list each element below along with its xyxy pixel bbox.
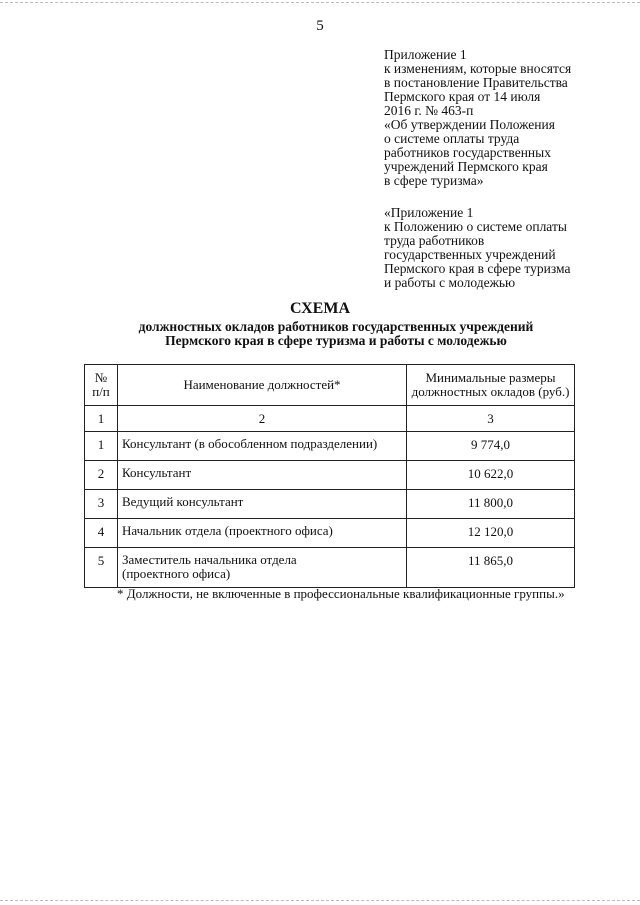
- appendix-line: в сфере туризма»: [384, 173, 484, 188]
- appendix-line: учреждений Пермского края: [384, 159, 548, 174]
- appendix-line: Пермского края в сфере туризма: [384, 261, 571, 276]
- table-footnote: * Должности, не включенные в профессиональные квалификационные группы.»: [117, 586, 565, 601]
- row-number: 3: [85, 490, 118, 519]
- position-name-line: (проектного офиса): [122, 566, 231, 581]
- appendix-line: о системе оплаты труда: [384, 131, 520, 146]
- row-number: 4: [85, 519, 118, 548]
- subtitle-line: Пермского края в сфере туризма и работы с молодежью: [165, 333, 507, 348]
- table-row: [85, 490, 575, 519]
- appendix-header-block: [384, 48, 629, 188]
- appendix-line: государственных учреждений: [384, 247, 556, 262]
- appendix-line: 2016 г. № 463-п: [384, 103, 474, 118]
- row-number: 1: [85, 432, 118, 461]
- top-edge-mark: [0, 2, 640, 3]
- column-index: 1: [85, 406, 118, 432]
- position-name-line: Заместитель начальника отдела: [122, 552, 297, 567]
- header-salary-line: Минимальные размеры: [425, 370, 556, 385]
- row-number: 2: [85, 461, 118, 490]
- header-number-line: №: [94, 370, 108, 385]
- salary-value: 10 622,0: [407, 461, 575, 490]
- appendix-line: к Положению о системе оплаты: [384, 219, 567, 234]
- appendix-line: Пермского края от 14 июля: [384, 89, 541, 104]
- document-subtitle: [0, 320, 640, 348]
- header-salary: [407, 365, 575, 406]
- header-number: [85, 365, 118, 406]
- column-index: 3: [407, 406, 575, 432]
- inner-appendix-block: [384, 206, 629, 290]
- appendix-line: «Об утверждении Положения: [384, 117, 555, 132]
- salary-value: 11 865,0: [407, 548, 575, 588]
- appendix-line: труда работников: [384, 233, 485, 248]
- subtitle-line: должностных окладов работников государственных учреждений: [138, 319, 534, 334]
- appendix-line: работников государственных: [384, 145, 551, 160]
- appendix-line: в постановление Правительства: [384, 75, 568, 90]
- table-row: [85, 548, 575, 588]
- header-position-name: Наименование должностей*: [118, 365, 407, 406]
- column-index-row: [85, 406, 575, 432]
- position-name: Начальник отдела (проектного офиса): [118, 519, 407, 548]
- document-title: СХЕМА: [289, 300, 351, 317]
- position-name: [118, 548, 407, 588]
- table-row: [85, 519, 575, 548]
- table-header-row: [85, 365, 575, 406]
- bottom-edge-mark: [0, 900, 640, 901]
- position-name: Ведущий консультант: [118, 490, 407, 519]
- page-number: 5: [316, 18, 324, 34]
- position-name: Консультант (в обособленном подразделении): [118, 432, 407, 461]
- salary-value: 12 120,0: [407, 519, 575, 548]
- appendix-line: Приложение 1: [384, 47, 467, 62]
- salary-value: 9 774,0: [407, 432, 575, 461]
- salary-value: 11 800,0: [407, 490, 575, 519]
- table-row: [85, 461, 575, 490]
- table-row: [85, 432, 575, 461]
- appendix-line: и работы с молодежью: [384, 275, 516, 290]
- row-number: 5: [85, 548, 118, 588]
- appendix-line: «Приложение 1: [384, 205, 474, 220]
- header-salary-line: должностных окладов (руб.): [411, 384, 570, 399]
- column-index: 2: [118, 406, 407, 432]
- header-number-line: п/п: [92, 384, 110, 399]
- salary-table: [84, 364, 575, 588]
- position-name: Консультант: [118, 461, 407, 490]
- appendix-line: к изменениям, которые вносятся: [384, 61, 572, 76]
